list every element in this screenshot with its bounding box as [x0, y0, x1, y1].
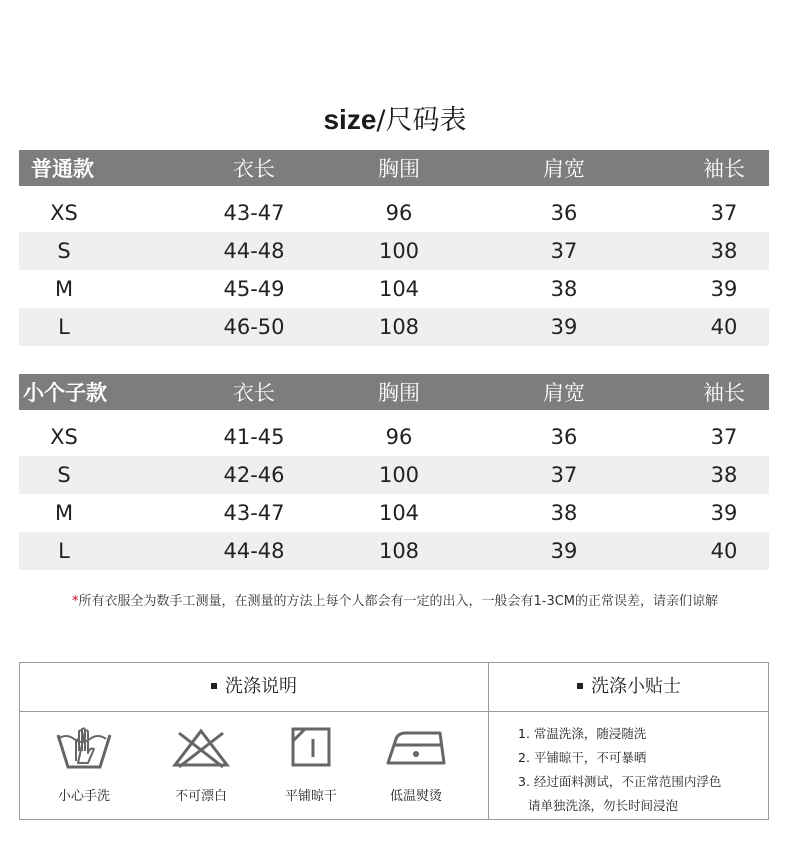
cell-size: S: [57, 463, 71, 487]
cell-size: L: [58, 539, 70, 563]
care-label: 不可漂白: [174, 789, 227, 804]
cell-length: 43-47: [223, 201, 285, 225]
note-asterisk: *: [71, 594, 79, 609]
table-row: [19, 308, 769, 346]
note-text: 所有衣服全为数手工测量，在测量的方法上每个人都会有一定的出入，一般会有1-3CM的正常误差，请亲们谅解: [78, 594, 719, 609]
cell-size: L: [58, 315, 70, 339]
tip-item: 3. 经过面料测试，不正常范围内浮色: [518, 774, 722, 789]
title-en: size: [323, 104, 377, 135]
cell-chest: 104: [378, 501, 420, 525]
cell-length: 42-46: [223, 463, 285, 487]
cell-sleeve: 38: [710, 463, 738, 487]
table-row: [19, 494, 769, 532]
cell-shoulder: 39: [550, 315, 578, 339]
care-item-flat-dry: [261, 725, 361, 804]
cell-chest: 108: [378, 315, 420, 339]
cell-chest: 100: [378, 463, 420, 487]
table-row: [19, 418, 769, 456]
size-table-petite: [19, 374, 769, 570]
cell-sleeve: 39: [710, 501, 738, 525]
header-length: 衣长: [233, 381, 275, 405]
header-length: 衣长: [233, 157, 275, 181]
table-header: [19, 150, 769, 186]
header-sleeve: 袖长: [703, 381, 745, 405]
cell-chest: 96: [385, 425, 413, 449]
size-table-regular: [19, 150, 769, 346]
cell-sleeve: 40: [710, 315, 738, 339]
cell-shoulder: 37: [550, 239, 578, 263]
cell-sleeve: 37: [710, 201, 738, 225]
header-shoulder: 肩宽: [543, 157, 585, 181]
cell-length: 43-47: [223, 501, 285, 525]
table-row: [19, 270, 769, 308]
header-chest: 胸围: [378, 157, 420, 181]
cell-size: XS: [50, 201, 78, 225]
cell-chest: 100: [378, 239, 420, 263]
flat-dry-shade-icon: [281, 725, 341, 771]
table-row: [19, 532, 769, 570]
tip-item: 请单独洗涤，勿长时间浸泡: [528, 798, 679, 813]
measurement-note: [0, 590, 790, 609]
care-item-low-iron: [366, 725, 466, 804]
cell-sleeve: 37: [710, 425, 738, 449]
cell-shoulder: 36: [550, 201, 578, 225]
table-row: [19, 194, 769, 232]
bullet-icon: [211, 683, 217, 689]
cell-length: 45-49: [223, 277, 285, 301]
tip-item: 2. 平铺晾干，不可暴晒: [518, 750, 647, 765]
header-type: 普通款: [31, 157, 94, 181]
cell-length: 44-48: [223, 239, 285, 263]
title-sep: /: [376, 105, 386, 136]
wash-instructions-title: 洗涤说明: [20, 663, 488, 711]
wash-tips-list: [518, 722, 721, 818]
cell-sleeve: 39: [710, 277, 738, 301]
no-bleach-icon: [171, 725, 231, 771]
care-label: 小心手洗: [57, 789, 110, 804]
cell-sleeve: 38: [710, 239, 738, 263]
cell-shoulder: 36: [550, 425, 578, 449]
cell-chest: 104: [378, 277, 420, 301]
header-sleeve: 袖长: [703, 157, 745, 181]
header-type: 小个子款: [23, 381, 107, 405]
cell-size: XS: [50, 425, 78, 449]
tip-item: 1. 常温洗涤，随浸随洗: [518, 726, 647, 741]
table-row: [19, 232, 769, 270]
care-label: 低温熨烫: [389, 789, 442, 804]
cell-size: M: [54, 277, 74, 301]
care-item-no-bleach: [151, 725, 251, 804]
care-label: 平铺晾干: [284, 789, 337, 804]
cell-length: 46-50: [223, 315, 285, 339]
cell-length: 41-45: [223, 425, 285, 449]
cell-shoulder: 37: [550, 463, 578, 487]
care-item-hand-wash: [34, 725, 134, 804]
header-shoulder: 肩宽: [543, 381, 585, 405]
cell-chest: 108: [378, 539, 420, 563]
hand-wash-icon: [54, 725, 114, 771]
cell-size: S: [57, 239, 71, 263]
wash-tips-title: 洗涤小贴士: [489, 663, 769, 711]
table-header: [19, 374, 769, 410]
page-title: [0, 98, 790, 137]
low-iron-icon: [384, 725, 448, 771]
cell-shoulder: 39: [550, 539, 578, 563]
table-row: [19, 456, 769, 494]
title-cn: 尺码表: [385, 105, 467, 136]
care-divider-horizontal: [20, 711, 768, 712]
cell-shoulder: 38: [550, 501, 578, 525]
cell-length: 44-48: [223, 539, 285, 563]
bullet-icon: [577, 683, 583, 689]
cell-chest: 96: [385, 201, 413, 225]
cell-shoulder: 38: [550, 277, 578, 301]
cell-sleeve: 40: [710, 539, 738, 563]
cell-size: M: [54, 501, 74, 525]
header-chest: 胸围: [378, 381, 420, 405]
